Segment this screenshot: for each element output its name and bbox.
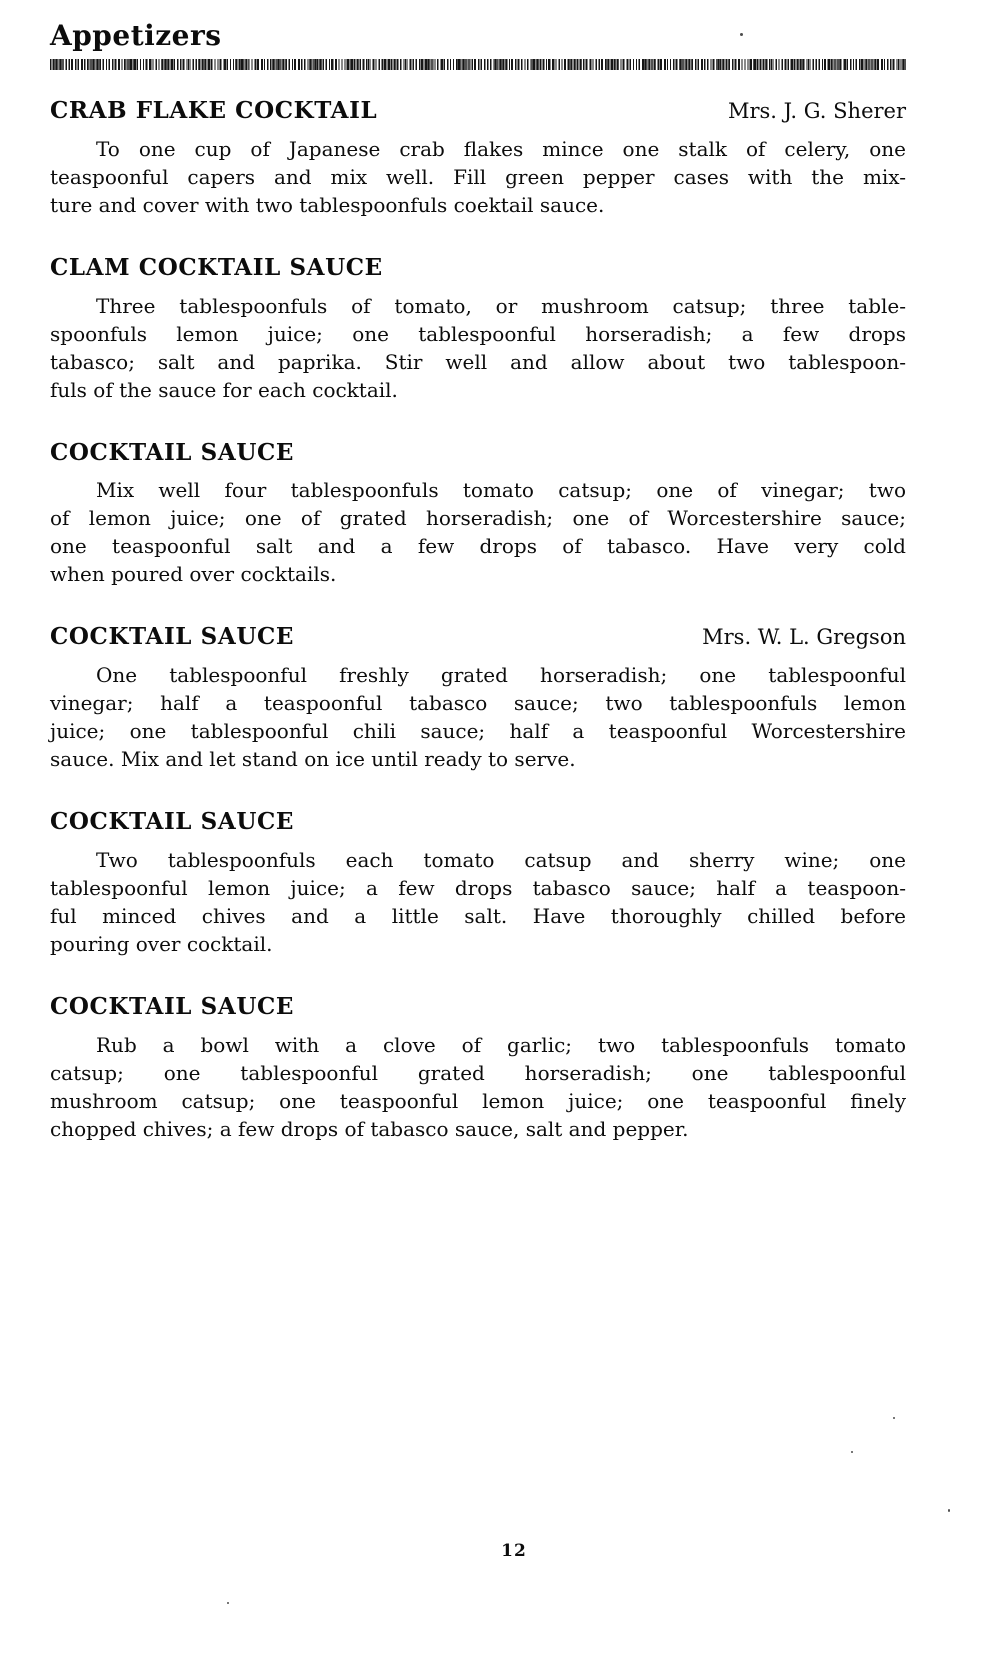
recipe-attribution: Mrs. W. L. Gregson xyxy=(702,625,906,650)
section-title: Appetizers xyxy=(50,19,222,52)
scan-speck xyxy=(893,1417,895,1419)
recipe-line: juice; one tablespoonful chili sauce; half a teaspoonful Worcestershire xyxy=(50,719,906,744)
recipe-title: CLAM COCKTAIL SAUCE xyxy=(50,253,383,281)
scan-speck xyxy=(227,1602,229,1604)
recipe-line: tabasco; salt and paprika. Stir well and allow about two tablespoon- xyxy=(50,349,906,374)
recipe-line: To one cup of Japanese crab flakes mince one stalk of celery, one xyxy=(96,136,906,161)
recipe-body xyxy=(50,661,906,773)
recipe-body xyxy=(50,846,906,958)
recipe-header xyxy=(50,97,906,126)
recipe-line: One tablespoonful freshly grated horseradish; one tablespoonful xyxy=(96,663,906,688)
scan-speck xyxy=(851,1451,853,1453)
scan-speck xyxy=(740,33,743,36)
decorative-rule xyxy=(50,59,906,70)
recipe-line: ful minced chives and a little salt. Have thoroughly chilled before xyxy=(50,903,906,928)
recipe-body xyxy=(50,292,906,404)
recipe-title: COCKTAIL SAUCE xyxy=(50,623,295,651)
recipe-line: Rub a bowl with a clove of garlic; two tablespoonfuls tomato xyxy=(96,1032,906,1057)
recipe-line: vinegar; half a teaspoonful tabasco sauce; two tablespoonfuls lemon xyxy=(50,691,906,716)
recipe-line: chopped chives; a few drops of tabasco sauce, salt and pepper. xyxy=(50,1116,689,1141)
recipe-line: teaspoonful capers and mix well. Fill green pepper cases with the mix- xyxy=(50,164,906,189)
recipe-line: mushroom catsup; one teaspoonful lemon juice; one teaspoonful finely xyxy=(50,1088,906,1113)
recipe-body xyxy=(50,135,906,219)
recipe-section xyxy=(50,97,906,219)
recipe-line: pouring over cocktail. xyxy=(50,931,273,956)
recipe-line: spoonfuls lemon juice; one tablespoonful horseradish; a few drops xyxy=(50,321,906,346)
page-number: 12 xyxy=(501,1541,527,1561)
recipe-title: COCKTAIL SAUCE xyxy=(50,992,295,1020)
recipe-line: when poured over cocktails. xyxy=(50,562,337,587)
recipe-attribution: Mrs. J. G. Sherer xyxy=(727,99,906,124)
recipe-header xyxy=(50,623,906,652)
recipe-section xyxy=(50,439,906,589)
recipe-header xyxy=(50,808,906,837)
recipe-section xyxy=(50,623,906,773)
recipe-line: ture and cover with two tablespoonfuls coektail sauce. xyxy=(50,192,605,217)
recipe-header xyxy=(50,439,906,468)
recipe-header xyxy=(50,993,906,1022)
recipe-line: one teaspoonful salt and a few drops of tabasco. Have very cold xyxy=(50,534,906,559)
recipe-line: sauce. Mix and let stand on ice until ready to serve. xyxy=(50,747,576,772)
recipe-line: tablespoonful lemon juice; a few drops tabasco sauce; half a teaspoon- xyxy=(50,875,906,900)
recipe-title: COCKTAIL SAUCE xyxy=(50,808,295,836)
recipe-section xyxy=(50,254,906,404)
page-content xyxy=(50,20,906,1178)
recipe-line: Three tablespoonfuls of tomato, or mushroom catsup; three table- xyxy=(96,293,906,318)
recipe-title: COCKTAIL SAUCE xyxy=(50,438,295,466)
recipe-body xyxy=(50,476,906,588)
recipe-body xyxy=(50,1031,906,1143)
recipe-section xyxy=(50,808,906,958)
recipe-line: catsup; one tablespoonful grated horseradish; one tablespoonful xyxy=(50,1060,906,1085)
recipe-line: Two tablespoonfuls each tomato catsup and sherry wine; one xyxy=(96,847,906,872)
recipe-section xyxy=(50,993,906,1143)
recipe-title: CRAB FLAKE COCKTAIL xyxy=(50,97,378,125)
recipe-header xyxy=(50,254,906,283)
recipe-line: of lemon juice; one of grated horseradish; one of Worcestershire sauce; xyxy=(50,506,906,531)
recipe-list xyxy=(50,97,906,1143)
scan-speck xyxy=(948,1509,950,1512)
recipe-line: fuls of the sauce for each cocktail. xyxy=(50,377,398,402)
recipe-line: Mix well four tablespoonfuls tomato catsup; one of vinegar; two xyxy=(96,478,906,503)
